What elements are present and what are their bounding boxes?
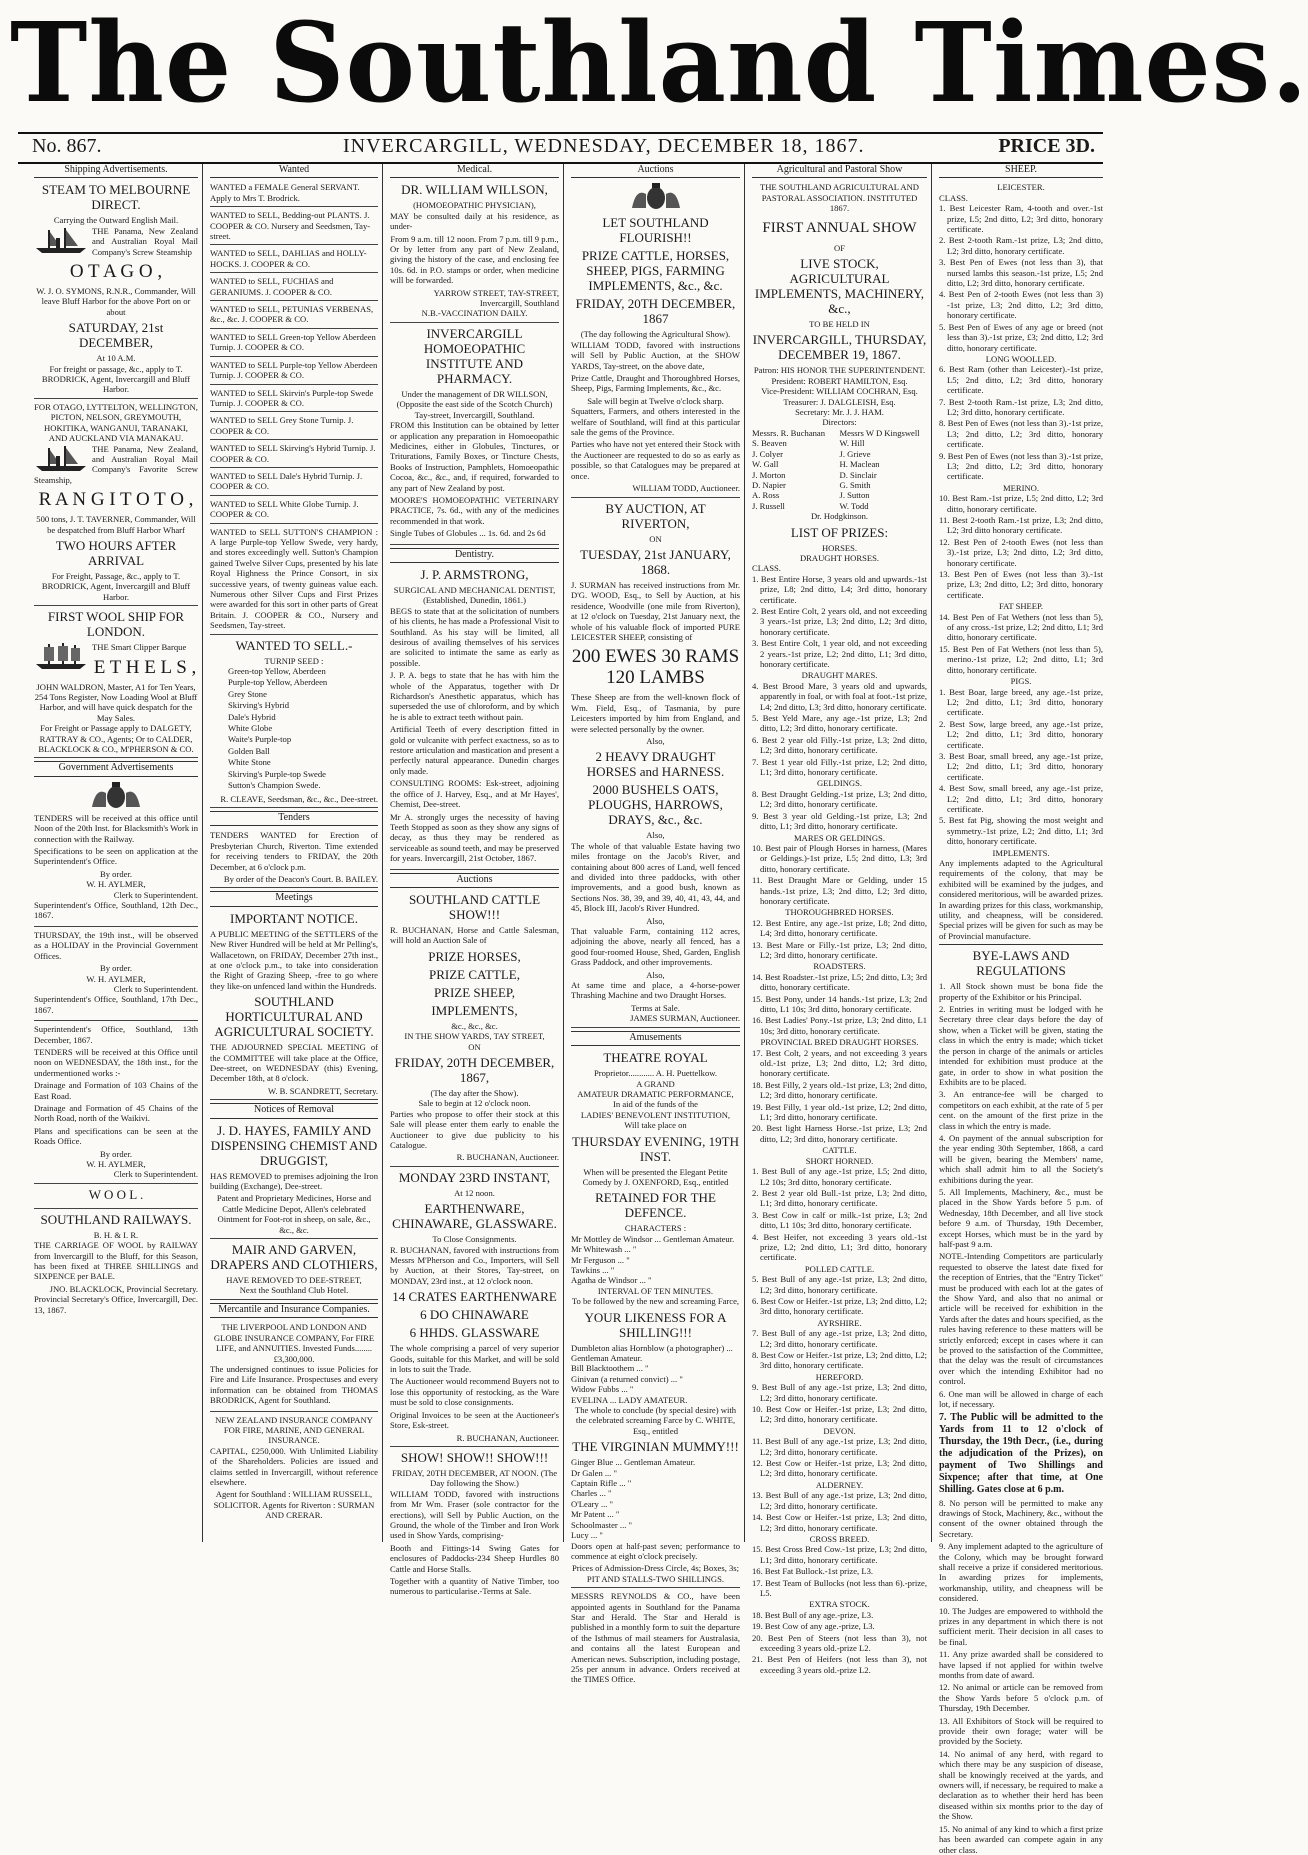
column-medical	[386, 164, 564, 1597]
section-header: Amusements	[571, 1031, 740, 1046]
dateline-bar	[18, 132, 1103, 164]
place-date: INVERCARGILL, WEDNESDAY, DECEMBER 18, 1867.	[343, 135, 865, 157]
section-header: Auctions	[390, 873, 559, 888]
section-header: Notices of Removal	[210, 1103, 378, 1118]
issue-number: No. 867.	[32, 135, 102, 157]
section-header: Tenders	[210, 811, 378, 826]
ad-mair-garven: MAIR AND GARVEN, DRAPERS AND CLOTHIERS, HAVE REMOVED TO DEE-STREET, Next the Southland Club Hotel.	[210, 1242, 378, 1300]
wanted-ad: WANTED to SELL SUTTON'S CHAMPION : A large Purple-top Yellow Swede, very hardy, and stores exceedingly well. Sutton's Champion gained Twelve Silver Cups, presented by his late Royal Highness the Prince Consort, in six successive years, of twenty guineas value each. Numerous other Silver Cups and First Prizes were awarded for this sort in other parts of Great Britain. J. COOPER & CO., Nursery and Seedsmen, Tay-street.	[210, 527, 378, 635]
gov-holiday: THURSDAY, the 19th inst., will be observed as a HOLIDAY in the Provincial Government Offices. By order. W. H. AYLMER, Clerk to Superintendent. Superintendent's Office, Southland, 17th Dec., 1867.	[34, 930, 198, 1021]
ad-wool: W O O L .	[34, 1187, 198, 1209]
ad-cattle-show: SOUTHLAND CATTLE SHOW!!! R. BUCHANAN, Horse and Cattle Salesman, will hold an Auction Sale of PRIZE HORSES, PRIZE CATTLE, PRIZE SHEEP, IMPLEMENTS, &c., &c., &c. IN THE SHOW YARDS, TAY STREET, ON FRIDAY, 20TH DECEMBER, 1867, (The day after the Show). Sale to begin at 12 o'clock noon. Parties who propose to offer their stock at this Sale will please enter them early to enable the Auctioneer to give due publicity to his Catalogue. R. BUCHANAN, Auctioneer.	[390, 892, 559, 1167]
wanted-ad: WANTED to SELL Dale's Hybrid Turnip. J. COOPER & CO.	[210, 471, 378, 496]
ad-earthenware: MONDAY 23RD INSTANT, At 12 noon. EARTHENWARE, CHINAWARE, GLASSWARE. To Close Consignments. R. BUCHANAN, favored with instructions from Messrs M'Pherson and Co., Importers, will Sell by Auction, at their Stores, Tay-street, on MONDAY, 23rd inst., at 12 o'clock noon. 14 CRATES EARTHENWARE 6 DO CHINAWARE 6 HHDS. GLASSWARE The whole comprising a parcel of very superior Goods, suitable for this Market, and will be sold in lots to suit the Trade. The Auctioneer would recommend Buyers not to lose this opportunity of restocking, as the Ware must be sold to close consignments. Original Invoices to be seen at the Auctioneer's Store, Esk-street. R. BUCHANAN, Auctioneer.	[390, 1170, 559, 1447]
directors-list: Messrs. R. Buchanan S. Beaven J. Colyer W. Gall J. Morton D. Napier A. Ross J. Russell Messrs W D Kingswell W. Hill J. Grieve H. Maclean D. Sinclair G. Smith J. Sutton W. Todd	[752, 427, 920, 511]
ad-todd-show: LET SOUTHLAND FLOURISH!! PRIZE CATTLE, HORSES, SHEEP, PIGS, FARMING IMPLEMENTS, &c., &c. FRIDAY, 20TH DECEMBER, 1867 (The day following the Agricultural Show). WILLIAM TODD, favored with instructions will Sell by Public Auction, at the SHOW YARDS, Tay-street, on the above date, Prize Cattle, Draught and Thoroughbred Horses, Sheep, Pigs, Farming Implements, &c., &c. Sale will begin at Twelve o'clock sharp. Squatters, Farmers, and others interested in the welfare of Southland, will find at this particular sale the gems of the Province. Parties who have not yet entered their Stock with the Auctioneer are requested to do so as early as possible, so that Catalogues may be prepared at once. WILLIAM TODD, Auctioneer.	[571, 182, 740, 497]
wanted-ad: WANTED to SELL, DAHLIAS and HOLLY-HOCKS. J. COOPER & CO.	[210, 248, 378, 273]
wanted-ad: WANTED a FEMALE General SERVANT. Apply to Mrs T. Brodrick.	[210, 182, 378, 207]
column-wanted	[206, 164, 383, 1542]
royal-crest-icon	[626, 182, 686, 212]
wanted-ad: WANTED to SELL Green-top Yellow Aberdeen Turnip. J. COOPER & CO.	[210, 332, 378, 357]
gov-tender-roads: Superintendent's Office, Southland, 13th December, 1867. TENDERS will be received at this Office until noon on WEDNESDAY, the 18th inst., for the undermentioned works :- Drainage and Formation of 103 Chains of the East Road. Drainage and Formation of 45 Chains of the North Road, north of the Waikivi. Plans and specifications can be seen at the Roads Office. By order. W. H. AYLMER, Clerk to Superintendent.	[34, 1024, 198, 1184]
wanted-ad: WANTED to SELL Grey Stone Turnip. J. COOPER & CO.	[210, 415, 378, 440]
ad-melbourne: STEAM TO MELBOURNE DIRECT. Carrying the Outward English Mail. THE Panama, New Zealand and Australian Royal Mail Company's Screw Steamship O T A G O , W. J. O. SYMONS, R.N.R., Commander, Will leave Bluff Harbor for the above Port on or about SATURDAY, 21st DECEMBER, At 10 A.M. For freight or passage, &c., apply to T. BRODRICK, Agent, Invercargill and Bluff Harbor.	[34, 182, 198, 398]
column-agricultural: Agricultural and Pastoral Show THE SOUTHLAND AGRICULTURAL AND PASTORAL ASSOCIATION. INSTITUTED 1867. FIRST ANNUAL SHOW OF LIVE STOCK, AGRICULTURAL IMPLEMENTS, MACHINERY, &c., TO BE HELD IN INVERCARGILL, THURSDAY, DECEMBER 19, 1867. Patron: HIS HONOR THE SUPERINTENDENT. President: ROBERT HAMILTON, Esq. Vice-President: WILLIAM COCHRAN, Esq. Treasurer: J. DALGLEISH, Esq. Secretary: Mr. J. J. HAM. Directors: Messrs. R. Buchanan S. Beaven J. Colyer W. Gall J. Morton D. Napier A. Ross J. Russell Messrs W D Kingswell W. Hill J. Grieve H. Maclean D. Sinclair G. Smith J. Sutton W. Todd Dr. Hodgkinson. LIST OF PRIZES: HORSES. DRAUGHT HORSES. CLASS. 1. Best Entire Horse, 3 years old and upwards.-1st prize, L8; 2nd ditto, L4; 3rd ditto, honorary certificate. 2. Best Entire Colt, 2 years old, and not exceeding 3 years.-1st prize, L3; 2nd ditto, L2; 3rd ditto, honorary certificate. 3. Best Entire Colt, 1 year old, and not exceeding 2 years.-1st prize, L2; 2nd ditto, L1; 3rd ditto, honorary certificate. DRAUGHT MARES. 4. Best Brood Mare, 3 years old and upwards, apparently in foal, or with foal at foot.-1st prize, L4; 2nd ditto, L3; 3rd ditto, honorary certificate. 5. Best Yeld Mare, any age.-1st prize, L3; 2nd ditto, L2; 3rd ditto, honorary certificate. 6. Best 2 year old Filly.-1st prize, L3; 2nd ditto, L2; 3rd ditto, honorary certificate. 7. Best 1 year old Filly.-1st prize, L2; 2nd ditto, L1; 3rd ditto, honorary certificate. GELDINGS. 8. Best Draught Gelding.-1st prize, L3; 2nd ditto, L2; 3rd ditto, honorary certificate. 9. Best 3 year old Gelding.-1st prize, L3; 2nd ditto, L1; 3rd ditto, honorary certificate. MARES OR GELDINGS. 10. Best pair of Plough Horses in harness, (Mares or Geldings.)-1st prize, L5; 2nd ditto, L3; 3rd ditto, honorary certificate. 11. Best Draught Mare or Gelding, under 15 hands.-1st prize, L3; 2nd ditto, L2; 3rd ditto, honorary certificate. THOROUGHBRED HORSES. 12. Best Entire, any age.-1st prize, L8; 2nd ditto, L4; 3rd ditto, honorary certificate. 13. Best Mare or Filly.-1st prize, L3; 2nd ditto, L2; 3rd ditto, honorary certificate. ROADSTERS. 14. Best Roadster.-1st prize, L5; 2nd ditto, L3; 3rd ditto, honorary certificate. 15. Best Pony, under 14 hands.-1st prize, L3; 2nd ditto, L1 10s; 3rd ditto, honorary certificate. 16. Best Ladies' Pony.-1st prize, L3; 2nd ditto, L1 10s; 3rd ditto, honorary certificate. PROVINCIAL BRED DRAUGHT HORSES. 17. Best Colt, 2 years, and not exceeding 3 years old.-1st prize, L3; 2nd ditto, L2; 3rd ditto, honorary certificate. 18. Best Filly, 2 years old.-1st prize, L3; 2nd ditto, L2; 3rd ditto, honorary certificate. 19. Best Filly, 1 year old.-1st prize, L2; 2nd ditto, L1; 3rd ditto, honorary certificate. 20. Best light Harness Horse.-1st prize, L3; 2nd ditto, L2; 3rd ditto, honorary certificate. CATTLE. SHORT HORNED. 1. Best Bull of any age.-1st prize, L5; 2nd ditto, L2 10s; 3rd ditto, honorary certificate. 2. Best 2 year old Bull.-1st prize, L3; 2nd ditto, L1; 3rd ditto, honorary certificate. 3. Best Cow in calf or milk.-1st prize, L3; 2nd ditto, L1 10s; 3rd ditto, honorary certificate. 4. Best Heifer, not exceeding 3 years old.-1st prize, L2; 2nd ditto, L1; 3rd ditto, honorary certificate. POLLED CATTLE. 5. Best Bull of any age.-1st prize, L3; 2nd ditto, L2; 3rd ditto, honorary certificate. 6. Best Cow or Heifer.-1st prize, L3; 2nd ditto, L2; 3rd ditto, honorary certificate. AYRSHIRE. 7. Best Bull of any age.-1st prize, L3; 2nd ditto, L2; 3rd ditto, honorary certificate. 8. Best Cow or Heifer.-1st prize, L3; 2nd ditto, L2; 3rd ditto, honorary certificate. HEREFORD. 9. Best Bull of any age.-1st prize, L3; 2nd ditto, L2; 3rd ditto, honorary certificate. 10. Best Cow or Heifer.-1st prize, L3; 2nd ditto, L2; 3rd ditto, honorary certificate. DEVON. 11. Best Bull of any age.-1st prize, L3; 2nd ditto, L2; 3rd ditto, honorary certificate. 12. Best Cow or Heifer.-1st prize, L3; 2nd ditto, L2; 3rd ditto, honorary certificate. ALDERNEY. 13. Best Bull of any age.-1st prize, L3; 2nd ditto, L2; 3rd ditto, honorary certificate. 14. Best Cow or Heifer.-1st prize, L3; 2nd ditto, L2; 3rd ditto, honorary certificate. CROSS BREED. 15. Best Cross Bred Cow.-1st prize, L3; 2nd ditto, L1; 3rd ditto, honorary certificate. 16. Best Fat Bullock.-1st prize, L3. 17. Best Team of Bullocks (not less than 6).-prize, L5. EXTRA STOCK. 18. Best Bull of any age.-prize, L3. 19. Best Cow of any age.-prize, L3. 20. Best Pen of Steers (not less than 3), not exceeding 3 years old.-prize L2. 21. Best Pen of Heifers (not less than 3), not exceeding 3 years old.-prize L2.	[748, 164, 932, 1542]
section-header: SHEEP.	[939, 164, 1103, 178]
section-header: Dentistry.	[390, 548, 559, 563]
wanted-ad: WANTED to SELL Purple-top Yellow Aberdeen Turnip. J. COOPER & CO.	[210, 360, 378, 385]
section-header: Agricultural and Pastoral Show	[752, 164, 927, 178]
ad-theatre: THEATRE ROYAL Proprietor............ A. H. Puettelkow. A GRAND AMATEUR DRAMATIC PERFORMANCE, In aid of the funds of the LADIES' BENEVOLENT INSTITUTION, Will take place on THURSDAY EVENING, 19TH INST. When will be presented the Elegant Petite Comedy by J. OXENFORD, Esq., entitled RETAINED FOR THE DEFENCE. CHARACTERS : Mr Mottley de Windsor ... Gentleman Amateur. Mr Whitewash ... " Mr Ferguson ... " Tawkins ... " Agatha de Windsor ... " INTERVAL OF TEN MINUTES. To be followed by the new and screaming Farce, YOUR LIKENESS FOR A SHILLING!!! Dumbleton alias Hornblow (a photographer) ... Gentleman Amateur. Bill Blacktoothem ... " Ginivan (a returned convict) ... " Widow Fubbs ... " EVELINA ... LADY AMATEUR. The whole to conclude (by special desire) with the celebrated screaming Farce by C. WHITE, Esq., entitled THE VIRGINIAN MUMMY!!! Ginger Blue ... Gentleman Amateur. Dr Galen ... " Captain Rifle ... " Charles ... " O'Leary ... " Mr Patent ... " Schoolmaster ... " Lucy ... " Doors open at half-past seven; performance to commence at eight o'clock precisely. Prices of Admission-Dress Circle, 4s; Boxes, 3s; PIT AND STALLS-TWO SHILLINGS.	[571, 1050, 740, 1588]
ad-liverpool: THE LIVERPOOL AND LONDON AND GLOBE INSURANCE COMPANY, For FIRE LIFE, and ANNUITIES. Invested Funds........£3,300,000. The undersigned continues to issue Policies for Fire and Life Insurance. Prospectuses and every information can be obtained from THOMAS BRODRICK, Agent for Southland.	[210, 1322, 378, 1411]
ad-ethels: FIRST WOOL SHIP FOR LONDON. THE Smart Clipper Barque E T H E L S , JOHN WALDRON, Master, A1 for Ten Years, 254 Tons Register, Now Loading Wool at Bluff Harbor, and will have quick despatch for the May Sales. For Freight or Passage apply to DALGETY, RATTRAY & CO., Agents; Or to CALDER, BLACKLOCK & CO., M'PHERSON & CO.	[34, 609, 198, 758]
wanted-ad: WANTED to SELL, Bedding-out PLANTS. J. COOPER & CO. Nursery and Seedsmen, Tay-street.	[210, 210, 378, 245]
section-header: Wanted	[210, 164, 378, 178]
column-shipping	[30, 164, 203, 1542]
wanted-ad: WANTED to SELL Skirving's Hybrid Turnip. J. COOPER & CO.	[210, 443, 378, 468]
ad-hayes: J. D. HAYES, FAMILY AND DISPENSING CHEMIST AND DRUGGIST, HAS REMOVED to premises adjoining the Iron building (Exchange), Dee-street. Patent and Proprietary Medicines, Horse and Cattle Medicine Depot, Allen's celebrated Ointment for Foot-rot in sheep, on sale, &c., &c., &c.	[210, 1123, 378, 1239]
royal-crest-icon	[86, 781, 146, 811]
ad-willson: DR. WILLIAM WILLSON, (HOMOEOPATHIC PHYSICIAN), MAY be consulted daily at his residence, as under- From 9 a.m. till 12 noon. From 7 p.m. till 9 p.m., Or by letter from any part of New Zealand, giving the history of the case, and enclosing fee 10s. 6d. in P.O. stamps or order, when medicine will be forwarded. YARROW STREET, TAY-STREET, Invercargill, Southland N.B.-VACCINATION DAILY.	[390, 182, 559, 322]
ad-meeting: IMPORTANT NOTICE. A PUBLIC MEETING of the SETTLERS of the New River Hundred will be held at Mr Pelling's, Wallacetown, on FRIDAY, December 27th inst., at one o'clock p.m., to take into consideration the Right of Grazing Sheep, -free to go where they like-on unfenced land within the Hundreds. SOUTHLAND HORTICULTURAL AND AGRICULTURAL SOCIETY. THE ADJOURNED SPECIAL MEETING of the COMMITTEE will take place at the Office, Dee-street, on WEDNESDAY (this) Evening, December 18th, at 8 o'clock. W. B. SCANDRETT, Secretary.	[210, 911, 378, 1100]
ship-icon	[34, 226, 88, 254]
ad-rangitoto: FOR OTAGO, LYTTELTON, WELLINGTON, PICTON, NELSON, GREYMOUTH, HOKITIKA, WANGANUI, TARANAKI, AND AUCKLAND VIA MANAKAU. THE Panama, New Zealand, and Australian Royal Mail Company's Favorite Screw Steamship, R A N G I T O T O , 500 tons, J. T. TAVERNER, Commander, Will be despatched from Bluff Harbor Wharf TWO HOURS AFTER ARRIVAL For Freight, Passage, &c., apply to T. BRODRICK, Agent, Invercargill and Bluff Harbor.	[34, 402, 198, 606]
section-header: Meetings	[210, 891, 378, 906]
wanted-ad: WANTED to SELL White Globe Turnip. J. COOPER & CO.	[210, 499, 378, 524]
wanted-ad: WANTED to SELL Skirvin's Purple-top Swede Turnip. J. COOPER & CO.	[210, 388, 378, 413]
section-header: Medical.	[390, 164, 559, 178]
wanted-ad: WANTED to SELL, PETUNIAS VERBENAS, &c., &c. J. COOPER & CO.	[210, 304, 378, 329]
column-auctions	[567, 164, 745, 1685]
section-header: Auctions	[571, 164, 740, 178]
ad-institute: INVERCARGILL HOMOEOPATHIC INSTITUTE AND PHARMACY. Under the management of DR WILLSON, (Opposite the east side of the Scotch Church) Tay-street, Invercargill, Southland. FROM this Institution can be obtained by letter or application any preparation in Homoeopathic Medicines, either in Globules, Tinctures, or Triturations, Family Boxes, or Tincture Chests, Books of Instruction, Pamphlets, Homoeopathic Cocoa, &c., &c., and, if required, forwarded to any part of New Zealand by post. MOORE'S HOMOEOPATHIC VETERINARY PRACTICE, 7s. 6d., with any of the medicines recommended in that work. Single Tubes of Globules ... 1s. 6d. and 2s 6d	[390, 326, 559, 545]
section-header: Government Advertisements	[34, 761, 198, 776]
ad-nz-insurance: NEW ZEALAND INSURANCE COMPANY FOR FIRE, MARINE, AND GENERAL INSURANCE. CAPITAL, £250,000. With Unlimited Liability of the Shareholders. Policies are issued and claims settled in Invercargill, without reference elsewhere. Agent for Southland : WILLIAM RUSSELL, SOLICITOR. Agents for Riverton : SURMAN AND CRERAR.	[210, 1414, 378, 1521]
gov-tender-blacksmith: TENDERS will be received at this office until Noon of the 20th Inst. for Blacksmith's Work in connection with the Railway. Specifications to be seen on application at the Superintendent's Office. By order. W. H. AYLMER, Clerk to Superintendent. Superintendent's Office, Southland, 12th Dec., 1867.	[34, 781, 198, 927]
column-sheep: SHEEP. LEICESTER. CLASS. 1. Best Leicester Ram, 4-tooth and over.-1st prize, L5; 2nd ditto, L2; 3rd ditto, honorary certificate. 2. Best 2-tooth Ram.-1st prize, L3; 2nd ditto, L2; 3rd ditto, honorary certificate. 3. Best Pen of Ewes (not less than 3), that nursed lambs this season.-1st prize, L5; 2nd ditto, L2; 3rd ditto, honorary certificate. 4. Best Pen of 2-tooth Ewes (not less than 3) -1st prize, L3; 2nd ditto, L2; 3rd ditto, honorary certificate. 5. Best Pen of Ewes of any age or breed (not less than 3).-1st prize, £3; 2nd ditto, L2; 3rd ditto, honorary certificate. LONG WOOLLED. 6. Best Ram (other than Leicester).-1st prize, L5; 2nd ditto, L2; 3rd ditto, honorary certificate. 7. Best 2-tooth Ram.-1st prize, L3; 2nd ditto, L2; 3rd ditto, honorary certificate. 8. Best Pen of Ewes (not less than 3).-1st prize, L3; 2nd ditto, L2; 3rd ditto, honorary certificate. 9. Best Pen of Ewes (not less than 3).-1st prize, L3; 2nd ditto, L2; 3rd ditto, honorary certificate. MERINO. 10. Best Ram.-1st prize, L5; 2nd ditto, L2; 3rd ditto, honorary certificate. 11. Best 2-tooth Ram.-1st prize, L3; 2nd ditto, L2; 3rd ditto honorary certificate. 12. Best Pen of 2-tooth Ewes (not less than 3).-1st prize, L3; 2nd ditto, L2; 3rd ditto, honorary certificate. 13. Best Pen of Ewes (not less than 3).-1st prize, L3; 2nd ditto, L2; 3rd ditto, honorary certificate. FAT SHEEP. 14. Best Pen of Fat Wethers (not less than 5), of any cross.-1st prize, L2; 2nd ditto, L1; 3rd ditto, honorary certificate. 15. Best Pen of Fat Wethers (not less than 5), merino.-1st prize, L2; 2nd ditto, L1; 3rd ditto, honorary certificate. PIGS. 1. Best Boar, large breed, any age.-1st prize, L2; 2nd ditto, L1; 3rd ditto, honorary certificate. 2. Best Sow, large breed, any age.-1st prize, L2; 2nd ditto, L1; 3rd ditto, honorary certificate. 3. Best Boar, small breed, any age.-1st prize, L2; 2nd ditto, L1; 3rd ditto, honorary certificate. 4. Best Sow, small breed, any age.-1st prize, L2; 2nd ditto, L1; 3rd ditto, honorary certificate. 5. Best fat Pig, showing the most weight and symmetry.-1st prize, L2; 2nd ditto, L1; 3rd ditto, honorary certificate. IMPLEMENTS. Any implements adapted to the Agricultural requirements of the colony, that may be exhibited will be examined by the judges, and considered meritorious, will be awarded prizes. In awarding prizes for this class, workmanship, utility, and cheapness, will be considered. Special prizes will be given for such as may be of Provincial manufacture. BYE-LAWS AND REGULATIONS 1. All Stock shown must be bona fide the property of the Exhibitor or his Principal. 2. Entries in writing must be lodged with he Secretary three clear days before the day of show, when a Ticket will be given, stating the class in which the entry is made; which ticket the person in charge of the animals or articles intended for exhibition must produce at the gate, in order to show in what position the Exhibits are to be placed. 3. An entrance-fee will be charged to competitors on each exhibit, at the rate of 5 per cent. on the amount of the first prize in the class in which the entry is made. 4. On payment of the annual subscription for the year ending 30th September, 1868, a card will be given, bearing the Members' name, which shall admit him to all the Society's exhibitions during the year. 5. All Implements, Machinery, &c., must be placed in the Show Yards before 5 p.m. of Wednesday, 18th December, and all live stock before 9 a.m. of Thursday, 19th December, except Horses, which must be in the yard by half-past 9 a.m. NOTE.-Intending Competitors are particularly requested to observe the latest date fixed for the reception of Entries, that the "Entry Ticket" must be produced with each lot at the gates of the Show Yard, and also that no animal or article will be received for exhibition in the Yards after the dates and hours specified, as the rules having reference to these matters will be strictly enforced; except in cases where it can be proved to the satisfaction of the Committee, that the delay was the result of circumstances over which the intending Exhibitor had no control. 6. One man will be allowed in charge of each lot, if necessary. 7. The Public will be admitted to the Yards from 11 to 12 o'clock of Thursday, the 19th Decr., (i.e., during the adjudication of the Prizes), on payment of Two Shillings and Sixpence; after that time, at One Shilling. Gates close at 6 p.m. 8. No person will be permitted to make any drawings of Stock, Machinery, &c., without the consent of the owner obtained through the Secretary. 9. Any implement adapted to the agriculture of the Colony, which may be brought forward shall receive a prize if considered meritorious. In awarding prizes for implements, workmanship, utility, and cheapness will be considered. 10. The Judges are empowered to withhold the prizes in any department in which there is not sufficient merit. Their decision in all cases to be final. 11. Any prize awarded shall be considered to have lapsed if not applied for within twelve months from date of award. 12. No animal or article can be removed from the Show Yards before 5 o'clock p.m. of Thursday, 19th December. 13. All Exhibitors of Stock will be required to provide their own forage; water will be provided by the Society. 14. No animal of any herd, with regard to which there may be any suspicion of disease, shall be knowingly received at the yards, and owners will, if necessary, be required to make a declaration as to whether their herd has been diseased within six months prior to the day of the Show. 15. No animal of any kind to which a first prize has been awarded can compete again in any other class.	[939, 164, 1103, 1855]
ship-icon	[34, 444, 88, 472]
ad-turnip-seed: WANTED TO SELL.- TURNIP SEED : Green-top Yellow, Aberdeen Purple-top Yellow, Aberdeen Grey Stone Skirving's Hybrid Dale's Hybrid White Globe Waite's Purple-top Golden Ball White Stone Skirving's Purple-top Swede Sutton's Champion Swede. R. CLEAVE, Seedsman, &c., &c., Dee-street.	[210, 638, 378, 808]
ship-icon	[34, 642, 88, 670]
ad-reynolds: MESSRS REYNOLDS & CO., have been appointed agents in Southland for the Panama Star and Herald. The Star and Herald is published in a monthly form to suit the departure of the Isthmus of mail steamers for Australasia, and contains all the latest European and American news. Subscription, including postage, 25s per annum in advance. Orders received at the TIMES Office.	[571, 1591, 740, 1685]
ad-railways: SOUTHLAND RAILWAYS. B. H. & I. R. THE CARRIAGE OF WOOL by RAILWAY from Invercargill to the Bluff, for this Season, has been fixed at THREE SHILLINGS and SIXPENCE per BALE. JNO. BLACKLOCK, Provincial Secretary. Provincial Secretary's Office, Invercargill, Dec. 13, 1867.	[34, 1211, 198, 1315]
ad-riverton: BY AUCTION, AT RIVERTON, ON TUESDAY, 21st JANUARY, 1868. J. SURMAN has received instructions from Mr. D'G. WOOD, Esq., to Sell by Auction, at his residence, Woodville (one mile from Riverton), at 12 o'clock on Tuesday, 21st January next, the whole of his valuable flock of imported PURE LEICESTER SHEEP, consisting of 200 EWES 30 RAMS 120 LAMBS These Sheep are from the well-known flock of Wm. Field, Esq., of Tasmania, by pure Leicesters imported by him from England, and were selected personally by the owner. Also, 2 HEAVY DRAUGHT HORSES and HARNESS. 2000 BUSHELS OATS, PLOUGHS, HARROWS, DRAYS, &c., &c. Also, The whole of that valuable Estate having two miles frontage on the Jacob's River, and containing about 800 acres of Land, well fenced and divided into three paddocks, with other improvements, and a good bush, known as Sections Nos. 38, 39, and 39, 40, 41, 43, 44, and 45, Block III, Jacob's River Hundred. Also, That valuable Farm, containing 112 acres, adjoining the above, nearly all fenced, has a good four-roomed House, Shed, Garden, English Grass Paddock, and other improvements. Also, At same time and place, a 4-horse-power Thrashing Machine and two Draught Horses. Terms at Sale. JAMES SURMAN, Auctioneer.	[571, 501, 740, 1028]
section-header: Shipping Advertisements.	[34, 164, 198, 178]
masthead-title: The Southland Times.	[10, 0, 1308, 128]
price: PRICE 3D.	[998, 135, 1095, 157]
wanted-ad: WANTED to SELL, FUCHIAS and GERANIUMS. J. COOPER & CO.	[210, 276, 378, 301]
section-header: Mercantile and Insurance Companies.	[210, 1303, 378, 1318]
ad-show-timber: SHOW! SHOW!! SHOW!!! FRIDAY, 20TH DECEMBER, AT NOON. (The Day following the Show.) WILLIAM TODD, favored with instructions from Mr Wm. Fraser (sole contractor for the erections), will Sell by Public Auction, on the Ground, the whole of the Timber and Iron Work used in Show Yards, comprising- Booth and Fittings-14 Swing Gates for enclosures of Paddocks-234 Sheep Hurdles 80 Cattle and Horse Stalls. Together with a quantity of Native Timber, too numerous to particularise.-Terms at Sale.	[390, 1449, 559, 1597]
ad-dentist: J. P. ARMSTRONG, SURGICAL AND MECHANICAL DENTIST, (Established, Dunedin, 1861.) BEGS to state that at the solicitation of numbers of his clients, he has made a Professional Visit to Southland. As his stay will be limited, all desirous of availing themselves of his services are solicited to intimate the same as early as possible. J. P. A. begs to state that he has with him the whole of the Apparatus, together with Dr Richardson's Anesthetic apparatus, which has superseded the use of chloroform, and by which he is able to extract teeth without pain. Artificial Teeth of every description fitted in gold or vulcanite with perfect exactness, so as to restore articulation and mastication and present a perfectly natural appearance. Dunedin charges only made. CONSULTING ROOMS: Esk-street, adjoining the office of J. Harvey, Esq., and at Mr Hayes', Chemist, Dee-street. Mr A. strongly urges the necessity of having Teeth Stopped as soon as they show any signs of decay, as thus they may be rendered as serviceable as sound teeth, and may be preserved for years. Invercargill, 21st October, 1867.	[390, 567, 559, 870]
ad-tender-church: TENDERS WANTED for Erection of Presbyterian Church, Riverton. Time extended for receiving tenders to FRIDAY, the 20th December, at 6 o'clock p.m. By order of the Deacon's Court. B. BAILEY.	[210, 830, 378, 888]
